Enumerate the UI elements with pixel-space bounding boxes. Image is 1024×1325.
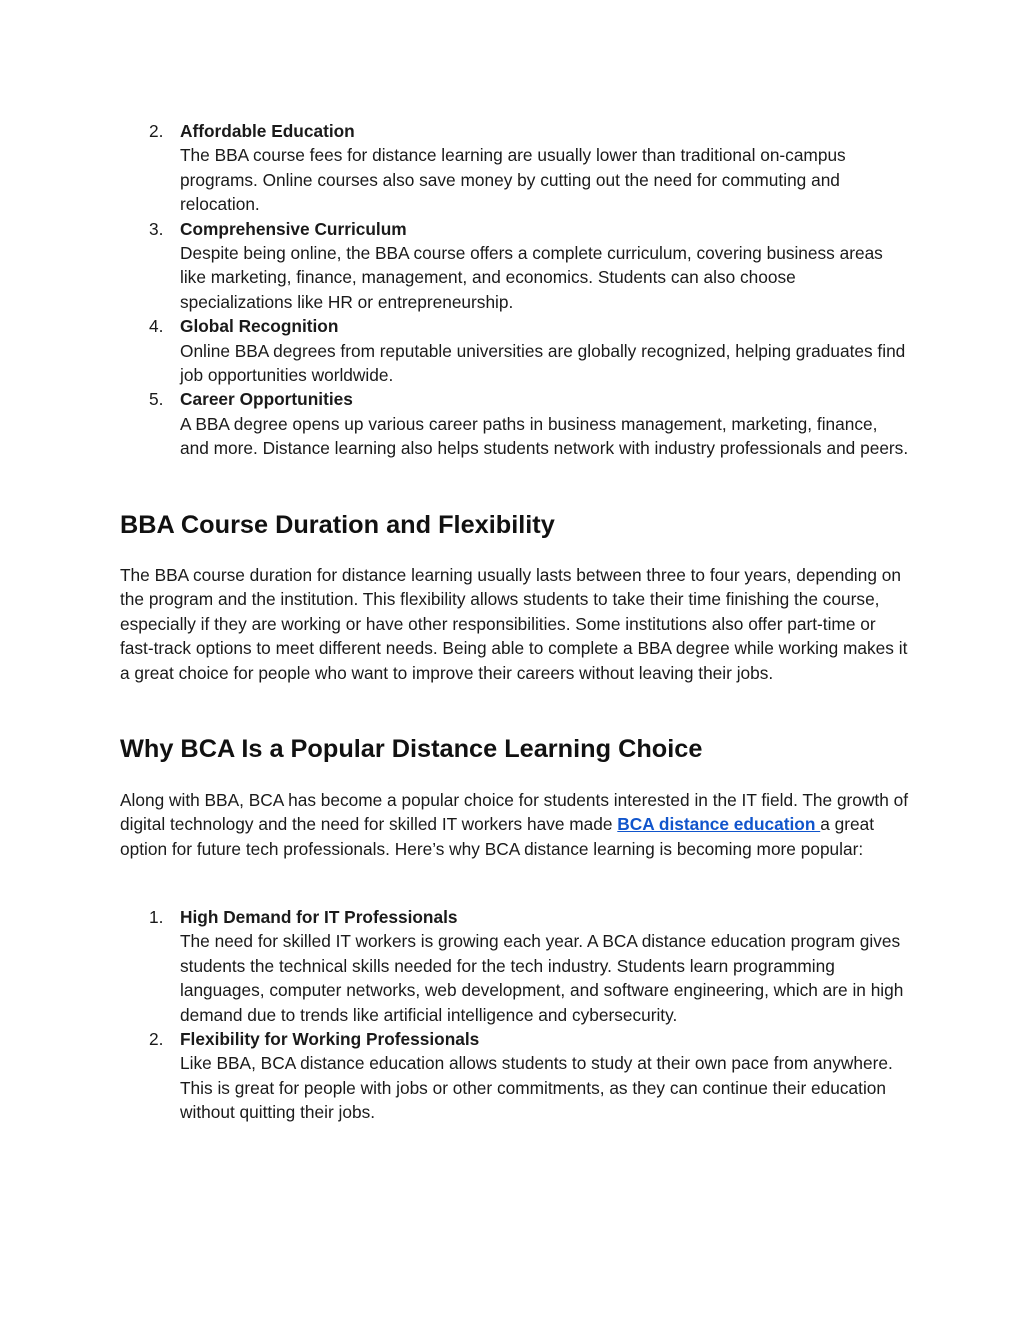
section-heading-duration: BBA Course Duration and Flexibility: [120, 511, 555, 539]
list-item-number: 3.: [149, 218, 164, 239]
list-item-number: 1.: [149, 907, 164, 927]
list-item: [120, 1027, 910, 1125]
list-item-number: 2.: [149, 121, 164, 141]
list-item: [120, 119, 910, 217]
duration-paragraph: The BBA course duration for distance learning usually lasts between three to four years, depending on the program and the institution. This flexibility allows students to take their time finishing the course, especially if they are working or have other responsibilities. Some institutions also offer part-time or fast-track options to meet different needs. Being able to complete a BBA degree while working makes it a great choice for people who want to improve their careers without leaving their jobs.: [120, 565, 908, 683]
list-item-title: High Demand for IT Professionals: [180, 907, 458, 927]
bca-distance-education-link[interactable]: BCA distance education: [617, 814, 821, 835]
bca-reasons-list: [120, 905, 910, 1125]
list-item: [120, 314, 910, 387]
list-item-body: Like BBA, BCA distance education allows students to study at their own pace from anywhere. This is great for people with jobs or other commitments, as they can continue their education without quitting their jobs.: [180, 1053, 893, 1123]
list-item-title: Career Opportunities: [180, 389, 353, 410]
list-item-number: 4.: [149, 316, 164, 337]
list-item-body: Online BBA degrees from reputable universities are globally recognized, helping graduates find job opportunities worldwide.: [180, 340, 906, 386]
list-item: [120, 217, 910, 315]
list-item-body: The need for skilled IT workers is growing each year. A BCA distance education program gives students the technical skills needed for the tech industry. Students learn programming languages, computer networks, web development, and software engineering, which are in high demand due to trends like artificial intelligence and cybersecurity.: [180, 931, 904, 1025]
list-item-body: The BBA course fees for distance learning are usually lower than traditional on-campus programs. Online courses also save money by cutting out the need for commuting and relocation.: [180, 145, 846, 215]
list-item-title: Flexibility for Working Professionals: [180, 1029, 480, 1050]
list-item-title: Comprehensive Curriculum: [180, 218, 407, 239]
bba-benefits-list: [120, 119, 910, 461]
list-item-body: Despite being online, the BBA course offers a complete curriculum, covering business areas like marketing, finance, management, and economics. Students can also choose specializations like HR or entrepreneurship.: [180, 243, 883, 312]
bca-intro-paragraph: [120, 788, 910, 861]
list-item: [120, 387, 910, 460]
bca-intro-text-before-link: Along with BBA, BCA has become a popular choice for students interested in the IT field. The growth of digital technology and the need for skilled IT workers have made: [120, 790, 909, 835]
list-item-number: 5.: [149, 389, 164, 410]
list-item-title: Affordable Education: [180, 121, 355, 141]
list-item-number: 2.: [149, 1029, 164, 1050]
section-heading-bca: Why BCA Is a Popular Distance Learning Choice: [120, 735, 703, 763]
bca-intro-text-after-link: a great option for future tech professionals. Here’s why BCA distance learning is becoming more popular:: [120, 814, 875, 859]
list-item-title: Global Recognition: [180, 316, 339, 337]
list-item: [120, 905, 910, 1027]
list-item-body: A BBA degree opens up various career paths in business management, marketing, finance, and more. Distance learning also helps students network with industry professionals and peers.: [180, 413, 909, 459]
